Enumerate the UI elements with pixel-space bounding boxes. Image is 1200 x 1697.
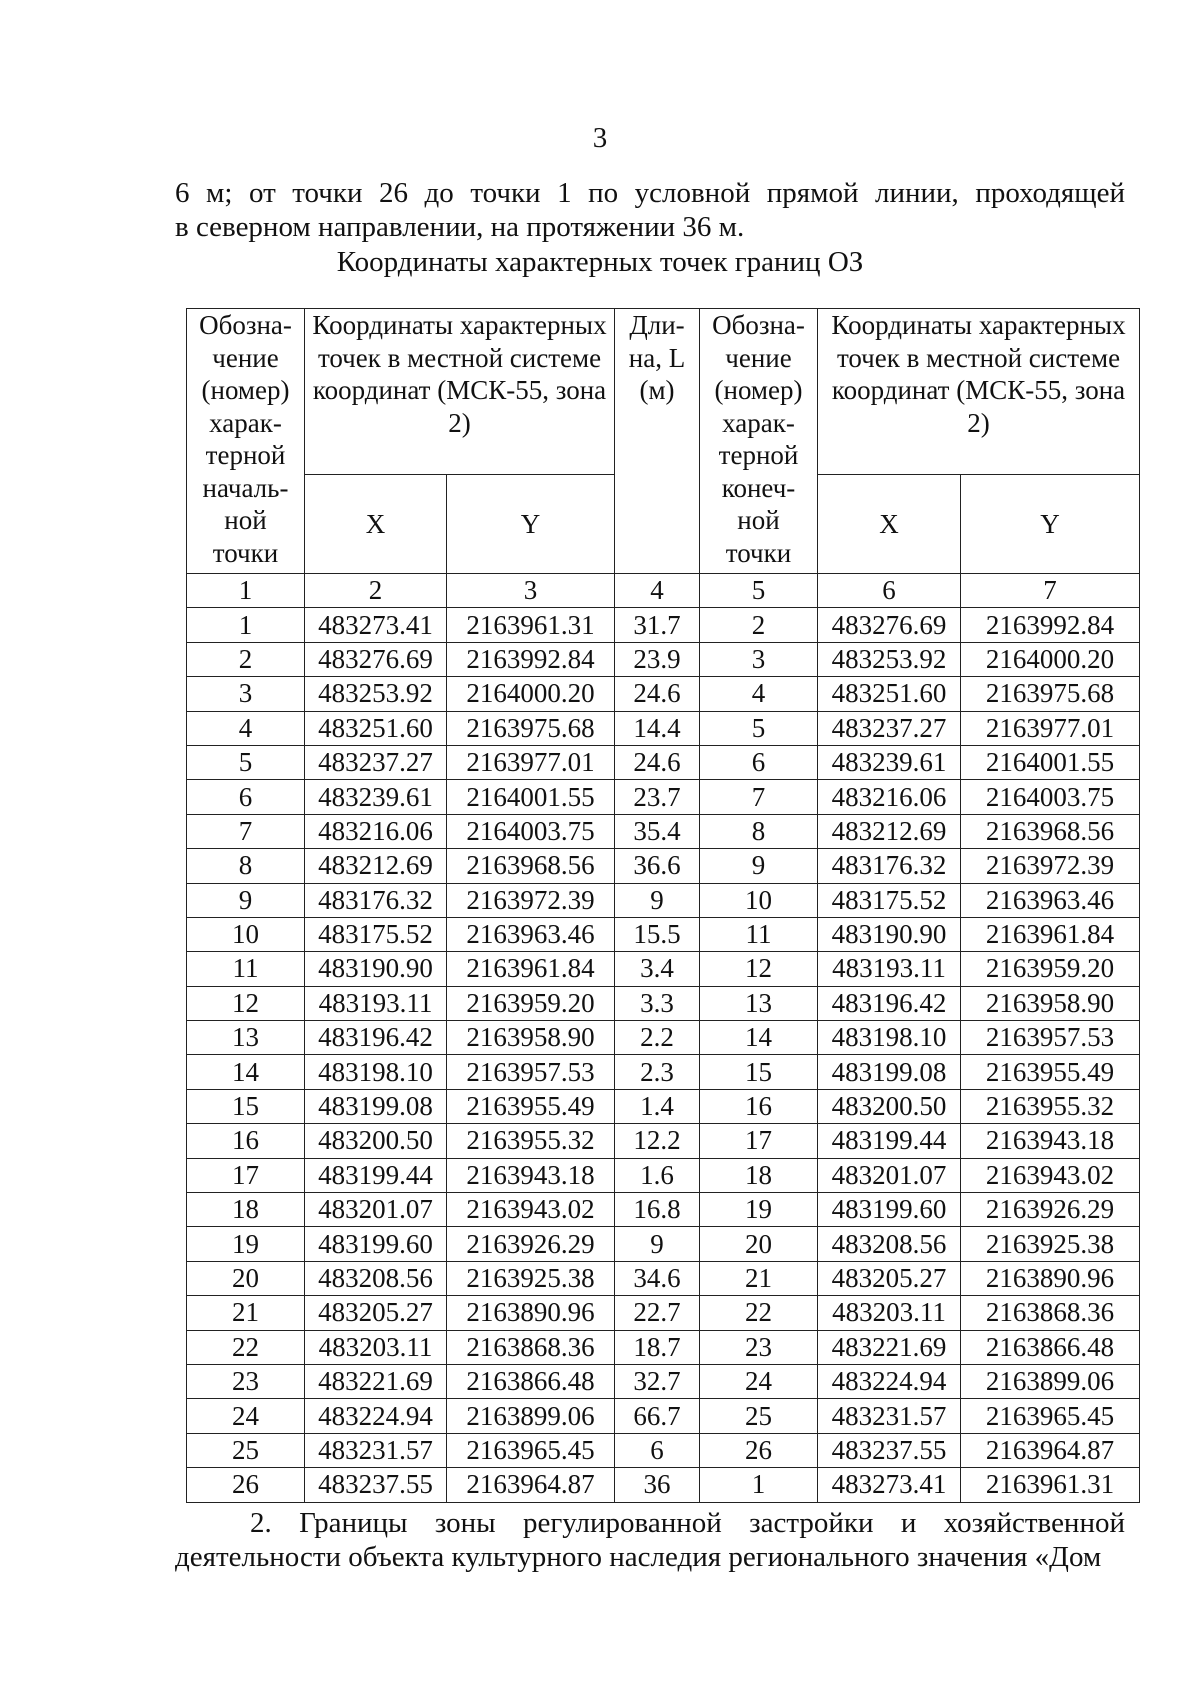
- table-cell: 483176.32: [305, 883, 447, 917]
- table-cell: 483200.50: [818, 1089, 961, 1123]
- table-row: [187, 745, 1140, 779]
- table-cell: 19: [187, 1227, 305, 1261]
- table-cell: 2163977.01: [961, 711, 1140, 745]
- table-cell: 2163868.36: [447, 1330, 615, 1364]
- table-cell: 483199.60: [305, 1227, 447, 1261]
- table-cell: 483205.27: [305, 1296, 447, 1330]
- table-cell: 2163899.06: [961, 1364, 1140, 1398]
- table-cell: 2163964.87: [447, 1468, 615, 1502]
- table-cell: 2163926.29: [447, 1227, 615, 1261]
- table-cell: 2163957.53: [961, 1021, 1140, 1055]
- table-cell: 483221.69: [305, 1364, 447, 1398]
- table-cell: 483203.11: [818, 1296, 961, 1330]
- table-cell: 23.7: [615, 780, 700, 814]
- table-cell: 2163957.53: [447, 1055, 615, 1089]
- column-number-cell: 4: [615, 574, 700, 608]
- table-cell: 483193.11: [305, 986, 447, 1020]
- table-body: [187, 574, 1140, 1503]
- header-end-point: Обозна-чение (номер) харак-терной конеч-ной точки: [700, 309, 818, 574]
- table-cell: 483196.42: [305, 1021, 447, 1055]
- table-cell: 2163965.45: [447, 1433, 615, 1467]
- table-cell: 18: [700, 1158, 818, 1192]
- table-cell: 483199.60: [818, 1193, 961, 1227]
- table-row: [187, 1089, 1140, 1123]
- column-number-cell: 6: [818, 574, 961, 608]
- table-cell: 483273.41: [305, 608, 447, 642]
- table-cell: 21: [700, 1261, 818, 1295]
- table-cell: 16: [187, 1124, 305, 1158]
- table-cell: 21: [187, 1296, 305, 1330]
- table-cell: 20: [700, 1227, 818, 1261]
- column-number-cell: 7: [961, 574, 1140, 608]
- intro-line-1: 6 м; от точки 26 до точки 1 по условной прямой линии, проходящей: [175, 177, 1125, 209]
- table-cell: 16.8: [615, 1193, 700, 1227]
- table-cell: 31.7: [615, 608, 700, 642]
- table-cell: 15: [187, 1089, 305, 1123]
- table-cell: 1: [187, 608, 305, 642]
- table-row: [187, 1227, 1140, 1261]
- header-start-point: Обозна-чение (номер) харак-терной началь-ной точки: [187, 309, 305, 574]
- table-cell: 483199.08: [305, 1089, 447, 1123]
- table-cell: 2163972.39: [961, 849, 1140, 883]
- table-cell: 1.6: [615, 1158, 700, 1192]
- table-cell: 2164000.20: [447, 677, 615, 711]
- table-cell: 483273.41: [818, 1468, 961, 1502]
- table-cell: 20: [187, 1261, 305, 1295]
- table-cell: 483212.69: [305, 849, 447, 883]
- table-cell: 32.7: [615, 1364, 700, 1398]
- table-cell: 18.7: [615, 1330, 700, 1364]
- table-cell: 3: [187, 677, 305, 711]
- table-cell: 11: [700, 917, 818, 951]
- table-cell: 22: [187, 1330, 305, 1364]
- table-row: [187, 986, 1140, 1020]
- table-cell: 2163943.18: [447, 1158, 615, 1192]
- table-cell: 12: [187, 986, 305, 1020]
- table-cell: 7: [187, 814, 305, 848]
- table-cell: 483196.42: [818, 986, 961, 1020]
- table-cell: 9: [615, 883, 700, 917]
- table-cell: 483199.08: [818, 1055, 961, 1089]
- table-row: [187, 1021, 1140, 1055]
- table-cell: 2163958.90: [447, 1021, 615, 1055]
- table-row: [187, 1124, 1140, 1158]
- column-number-row: [187, 574, 1140, 608]
- table-cell: 8: [700, 814, 818, 848]
- table-cell: 17: [700, 1124, 818, 1158]
- page-number: 3: [592, 122, 608, 154]
- table-cell: 2163968.56: [961, 814, 1140, 848]
- table-cell: 10: [700, 883, 818, 917]
- table-cell: 2163926.29: [961, 1193, 1140, 1227]
- table-cell: 483199.44: [818, 1124, 961, 1158]
- table-cell: 2163868.36: [961, 1296, 1140, 1330]
- table-cell: 23.9: [615, 642, 700, 676]
- table-cell: 22.7: [615, 1296, 700, 1330]
- coordinates-table: [186, 308, 1140, 1503]
- table-row: [187, 814, 1140, 848]
- table-cell: 8: [187, 849, 305, 883]
- table-cell: 26: [700, 1433, 818, 1467]
- table-row: [187, 1296, 1140, 1330]
- table-cell: 34.6: [615, 1261, 700, 1295]
- table-row: [187, 711, 1140, 745]
- table-cell: 2164001.55: [447, 780, 615, 814]
- table-row: [187, 1433, 1140, 1467]
- table-cell: 15.5: [615, 917, 700, 951]
- table-cell: 10: [187, 917, 305, 951]
- table-cell: 35.4: [615, 814, 700, 848]
- table-cell: 26: [187, 1468, 305, 1502]
- table-cell: 483231.57: [305, 1433, 447, 1467]
- table-cell: 483201.07: [818, 1158, 961, 1192]
- intro-line-2: в северном направлении, на протяжении 36 м.: [175, 211, 745, 243]
- table-cell: 483216.06: [305, 814, 447, 848]
- table-cell: 12: [700, 952, 818, 986]
- table-cell: 2163943.02: [447, 1193, 615, 1227]
- table-cell: 2163925.38: [961, 1227, 1140, 1261]
- table-cell: 483193.11: [818, 952, 961, 986]
- table-cell: 483175.52: [818, 883, 961, 917]
- table-cell: 483237.27: [305, 745, 447, 779]
- table-row: [187, 677, 1140, 711]
- table-cell: 3.3: [615, 986, 700, 1020]
- table-cell: 2163961.31: [961, 1468, 1140, 1502]
- table-cell: 17: [187, 1158, 305, 1192]
- table-cell: 2163899.06: [447, 1399, 615, 1433]
- table-cell: 2163992.84: [447, 642, 615, 676]
- table-cell: 2163961.31: [447, 608, 615, 642]
- table-cell: 2164003.75: [961, 780, 1140, 814]
- table-caption: Координаты характерных точек границ ОЗ: [336, 246, 864, 278]
- table-cell: 483205.27: [818, 1261, 961, 1295]
- table-cell: 4: [187, 711, 305, 745]
- table-cell: 2163959.20: [447, 986, 615, 1020]
- table-cell: 5: [187, 745, 305, 779]
- table-cell: 2163959.20: [961, 952, 1140, 986]
- table-cell: 2163958.90: [961, 986, 1140, 1020]
- table-cell: 483237.55: [305, 1468, 447, 1502]
- table-cell: 2163961.84: [447, 952, 615, 986]
- table-cell: 483276.69: [305, 642, 447, 676]
- table-cell: 6: [187, 780, 305, 814]
- table-cell: 11: [187, 952, 305, 986]
- table-cell: 2: [700, 608, 818, 642]
- table-cell: 2163975.68: [447, 711, 615, 745]
- table-cell: 2163968.56: [447, 849, 615, 883]
- table-cell: 16: [700, 1089, 818, 1123]
- table-cell: 18: [187, 1193, 305, 1227]
- table-cell: 9: [700, 849, 818, 883]
- table-row: [187, 1399, 1140, 1433]
- table-cell: 1.4: [615, 1089, 700, 1123]
- table-cell: 483276.69: [818, 608, 961, 642]
- table-cell: 2163961.84: [961, 917, 1140, 951]
- table-cell: 483203.11: [305, 1330, 447, 1364]
- table-cell: 2163890.96: [447, 1296, 615, 1330]
- table-cell: 2163965.45: [961, 1399, 1140, 1433]
- table-cell: 23: [187, 1364, 305, 1398]
- table-row: [187, 608, 1140, 642]
- table-cell: 2: [187, 642, 305, 676]
- table-cell: 2.2: [615, 1021, 700, 1055]
- table-cell: 14: [187, 1055, 305, 1089]
- table-cell: 2163943.18: [961, 1124, 1140, 1158]
- table-cell: 2163975.68: [961, 677, 1140, 711]
- table-cell: 2163866.48: [447, 1364, 615, 1398]
- header-x-start: X: [305, 475, 447, 574]
- table-cell: 2164003.75: [447, 814, 615, 848]
- table-cell: 2164001.55: [961, 745, 1140, 779]
- table-cell: 483198.10: [818, 1021, 961, 1055]
- header-end-coordinates: Координаты характерных точек в местной системе координат (МСК-55, зона 2): [818, 309, 1140, 475]
- table-cell: 5: [700, 711, 818, 745]
- column-number-cell: 1: [187, 574, 305, 608]
- table-cell: 483200.50: [305, 1124, 447, 1158]
- table-row: [187, 642, 1140, 676]
- table-cell: 24: [187, 1399, 305, 1433]
- table-row: [187, 1158, 1140, 1192]
- table-cell: 483231.57: [818, 1399, 961, 1433]
- table-cell: 3.4: [615, 952, 700, 986]
- table-cell: 483176.32: [818, 849, 961, 883]
- table-cell: 2163890.96: [961, 1261, 1140, 1295]
- table-cell: 483237.55: [818, 1433, 961, 1467]
- table-cell: 14: [700, 1021, 818, 1055]
- table-row: [187, 917, 1140, 951]
- table-row: [187, 1193, 1140, 1227]
- table-cell: 23: [700, 1330, 818, 1364]
- table-cell: 483216.06: [818, 780, 961, 814]
- table-row: [187, 1364, 1140, 1398]
- header-y-end: Y: [961, 475, 1140, 574]
- header-x-end: X: [818, 475, 961, 574]
- table-cell: 483221.69: [818, 1330, 961, 1364]
- header-start-coordinates: Координаты характерных точек в местной системе координат (МСК-55, зона 2): [305, 309, 615, 475]
- table-cell: 2163977.01: [447, 745, 615, 779]
- table-cell: 2164000.20: [961, 642, 1140, 676]
- table-cell: 1: [700, 1468, 818, 1502]
- table-cell: 483224.94: [818, 1364, 961, 1398]
- table-cell: 36: [615, 1468, 700, 1502]
- table-row: [187, 1468, 1140, 1502]
- table-cell: 483208.56: [305, 1261, 447, 1295]
- table-row: [187, 1330, 1140, 1364]
- table-row: [187, 1055, 1140, 1089]
- table-cell: 2163943.02: [961, 1158, 1140, 1192]
- table-cell: 2163955.49: [961, 1055, 1140, 1089]
- table-cell: 13: [187, 1021, 305, 1055]
- table-cell: 483198.10: [305, 1055, 447, 1089]
- table-cell: 2163955.32: [447, 1124, 615, 1158]
- table-cell: 483199.44: [305, 1158, 447, 1192]
- table-cell: 13: [700, 986, 818, 1020]
- table-cell: 24: [700, 1364, 818, 1398]
- table-cell: 6: [700, 745, 818, 779]
- table-row: [187, 849, 1140, 883]
- table-cell: 483251.60: [305, 711, 447, 745]
- table-cell: 12.2: [615, 1124, 700, 1158]
- column-number-cell: 2: [305, 574, 447, 608]
- header-row: [187, 309, 1140, 475]
- table-cell: 25: [700, 1399, 818, 1433]
- table-cell: 9: [615, 1227, 700, 1261]
- table-cell: 7: [700, 780, 818, 814]
- table-cell: 6: [615, 1433, 700, 1467]
- table-row: [187, 780, 1140, 814]
- table-cell: 2163963.46: [961, 883, 1140, 917]
- table-cell: 483224.94: [305, 1399, 447, 1433]
- table-cell: 19: [700, 1193, 818, 1227]
- table-cell: 2163963.46: [447, 917, 615, 951]
- column-number-cell: 5: [700, 574, 818, 608]
- table-cell: 4: [700, 677, 818, 711]
- table-cell: 483175.52: [305, 917, 447, 951]
- table-cell: 483253.92: [818, 642, 961, 676]
- table-cell: 66.7: [615, 1399, 700, 1433]
- section-2-line-1: 2. Границы зоны регулированной застройки и хозяйственной: [250, 1507, 1125, 1539]
- table-cell: 2163972.39: [447, 883, 615, 917]
- table-cell: 483237.27: [818, 711, 961, 745]
- table-cell: 25: [187, 1433, 305, 1467]
- table-cell: 22: [700, 1296, 818, 1330]
- header-length: Дли-на, L (м): [615, 309, 700, 574]
- table-cell: 24.6: [615, 677, 700, 711]
- table-cell: 36.6: [615, 849, 700, 883]
- table-cell: 483253.92: [305, 677, 447, 711]
- table-cell: 483239.61: [305, 780, 447, 814]
- table-cell: 2163992.84: [961, 608, 1140, 642]
- table-cell: 2163955.32: [961, 1089, 1140, 1123]
- table-row: [187, 1261, 1140, 1295]
- table-cell: 14.4: [615, 711, 700, 745]
- section-2-line-2: деятельности объекта культурного наследия регионального значения «Дом: [175, 1541, 1102, 1573]
- table-cell: 2.3: [615, 1055, 700, 1089]
- table-row: [187, 952, 1140, 986]
- table-cell: 2163866.48: [961, 1330, 1140, 1364]
- table-cell: 483212.69: [818, 814, 961, 848]
- table-cell: 483201.07: [305, 1193, 447, 1227]
- table-cell: 3: [700, 642, 818, 676]
- table-cell: 483239.61: [818, 745, 961, 779]
- table-cell: 483251.60: [818, 677, 961, 711]
- section-2-paragraph: [175, 1506, 1125, 1574]
- table-cell: 483190.90: [305, 952, 447, 986]
- table-cell: 24.6: [615, 745, 700, 779]
- intro-paragraph: [175, 176, 1125, 244]
- table-row: [187, 883, 1140, 917]
- table-cell: 2163964.87: [961, 1433, 1140, 1467]
- table-cell: 2163925.38: [447, 1261, 615, 1295]
- column-number-cell: 3: [447, 574, 615, 608]
- table-cell: 2163955.49: [447, 1089, 615, 1123]
- header-y-start: Y: [447, 475, 615, 574]
- table-cell: 483208.56: [818, 1227, 961, 1261]
- table-cell: 9: [187, 883, 305, 917]
- table-cell: 15: [700, 1055, 818, 1089]
- table-cell: 483190.90: [818, 917, 961, 951]
